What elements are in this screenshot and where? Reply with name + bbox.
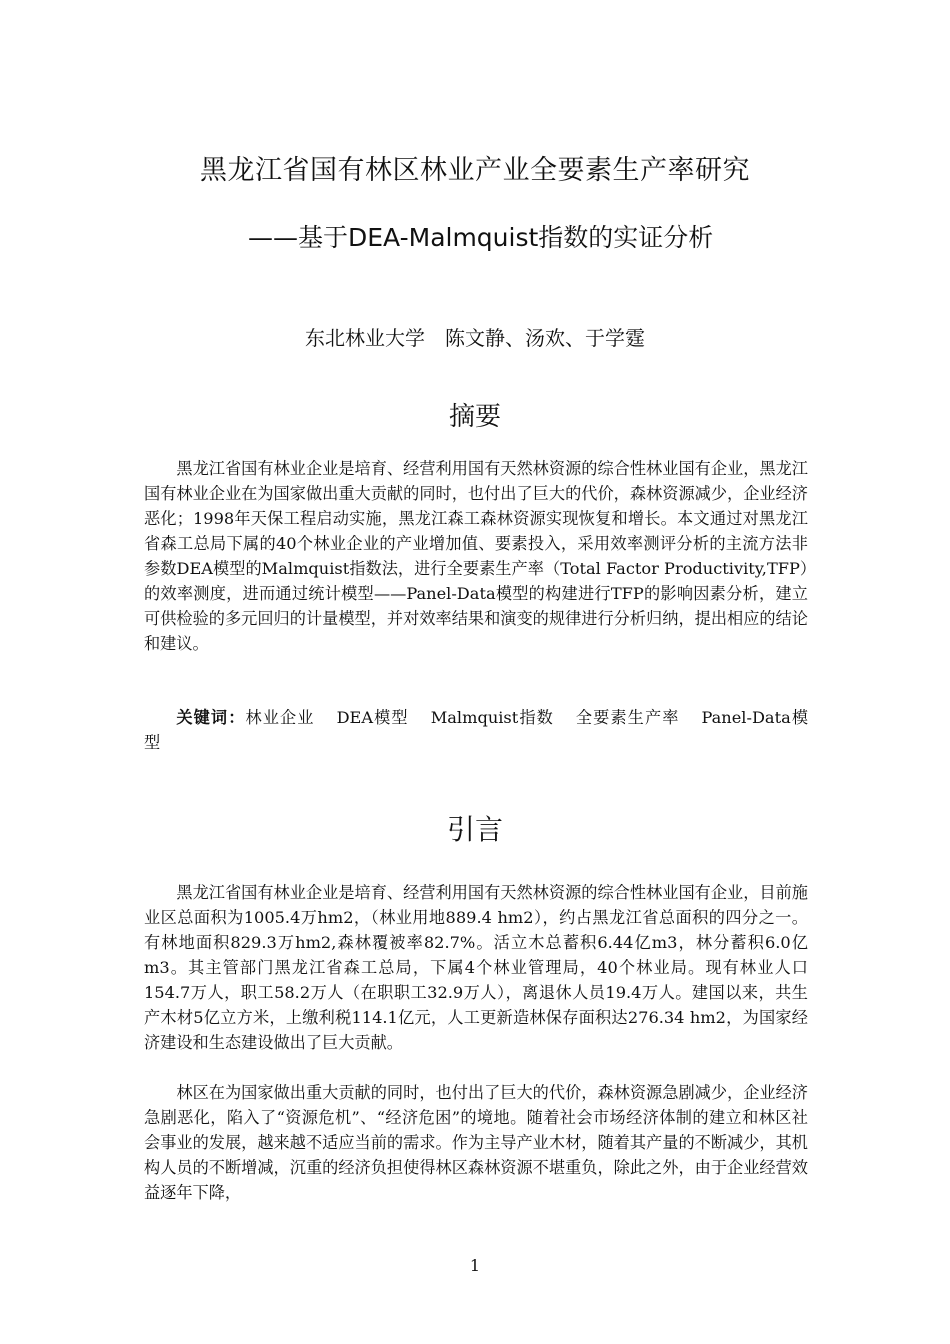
- page-number: 1: [469, 1256, 481, 1275]
- paper-title: 黑龙江省国有林区林业产业全要素生产率研究: [200, 155, 750, 186]
- keyword: Malmquist指数: [430, 708, 554, 727]
- keyword: DEA模型: [336, 708, 409, 727]
- keywords-label: 关键词：: [176, 708, 246, 727]
- introduction-paragraph: 林区在为国家做出重大贡献的同时，也付出了巨大的代价，森林资源急剧减少，企业经济急剧恶化，陷入了“资源危机”、“经济危困”的境地。随着社会市场经济体制的建立和林区社会事业的发展，越来越不适应当前的需求。作为主导产业木材，随着其产量的不断减少，其机构人员的不断增减，沉重的经济负担使得林区森林资源不堪重负，除此之外，由于企业经营效益逐年下降，: [144, 1083, 808, 1202]
- keyword: Panel-Data模型: [144, 708, 809, 752]
- keywords-line: [144, 705, 808, 755]
- abstract-heading: 摘要: [448, 402, 501, 432]
- introduction-paragraph: 黑龙江省国有林业企业是培育、经营利用国有天然林资源的综合性林业国有企业，目前施业区总面积为1005.4万hm2，（林业用地889.4 hm2），约占黑龙江省总面积的四分之一。有林地面积829.3万hm2,森林覆被率82.7%。活立木总蓄积6.44亿m3，林分蓄积6.0亿m3。其主管部门黑龙江省森工总局，下属4个林业管理局，40个林业局。现有林业人口154.7万人，职工58.2万人（在职职工32.9万人），离退休人员19.4万人。建国以来，共生产木材5亿立方米，上缴利税114.1亿元，人工更新造林保存面积达276.34 hm2，为国家经济建设和生态建设做出了巨大贡献。: [144, 883, 808, 1052]
- abstract-text: 黑龙江省国有林业企业是培育、经营利用国有天然林资源的综合性林业国有企业，黑龙江国有林业企业在为国家做出重大贡献的同时，也付出了巨大的代价，森林资源减少，企业经济恶化；1998年天保工程启动实施，黑龙江森工森林资源实现恢复和增长。本文通过对黑龙江省森工总局下属的40个林业企业的产业增加值、要素投入，采用效率测评分析的主流方法非参数DEA模型的Malmquist指数法，进行全要素生产率（Total Factor Productivity,TFP）的效率测度，进而通过统计模型——Panel-Data模型的构建进行TFP的影响因素分析，建立可供检验的多元回归的计量模型，并对效率结果和演变的规律进行分析归纳，提出相应的结论和建议。: [144, 459, 808, 653]
- keyword: 全要素生产率: [575, 708, 680, 727]
- author-line: 东北林业大学 陈文静、汤欢、于学霆: [305, 326, 645, 350]
- introduction-heading: 引言: [446, 813, 503, 846]
- keyword: 林业企业: [245, 708, 315, 727]
- paper-subtitle: ——基于DEA-Malmquist指数的实证分析: [248, 223, 714, 252]
